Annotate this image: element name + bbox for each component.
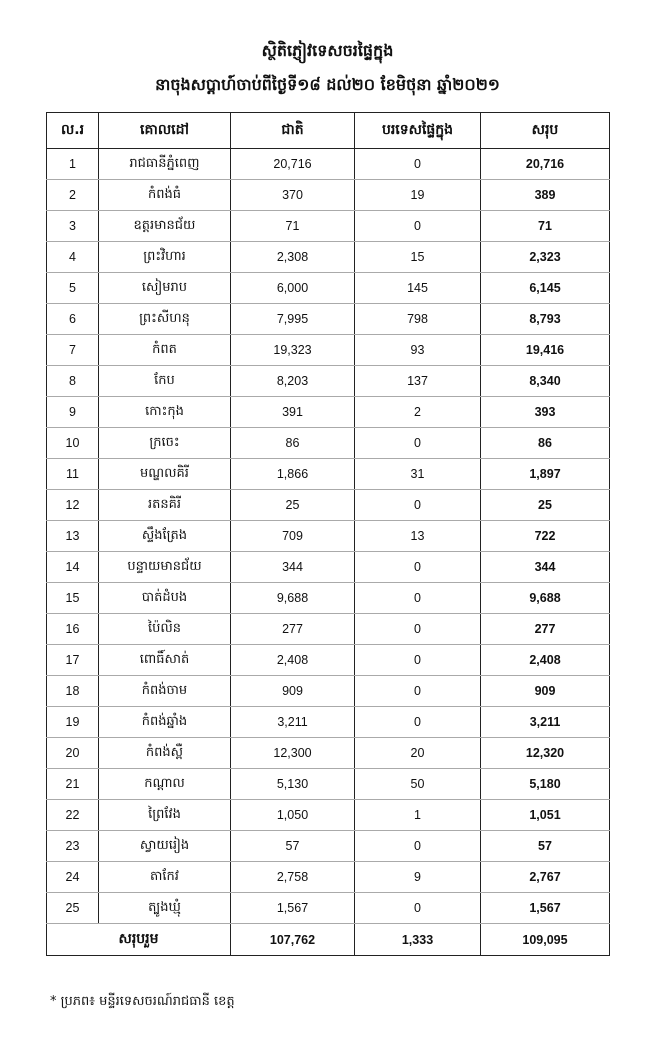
cell-total: 71 [481,211,610,242]
cell-total: 9,688 [481,583,610,614]
cell-foreign: 0 [355,552,481,583]
cell-number: 15 [47,583,99,614]
table-row [47,366,610,397]
cell-foreign: 9 [355,862,481,893]
cell-destination: ស្វាយរៀង [99,831,231,862]
cell-total: 1,051 [481,800,610,831]
cell-foreign: 0 [355,211,481,242]
cell-number: 8 [47,366,99,397]
cell-destination: កំពង់ស្ពឺ [99,738,231,769]
cell-national: 12,300 [231,738,355,769]
cell-total: 3,211 [481,707,610,738]
summary-total: 109,095 [481,924,610,956]
cell-destination: កំពង់ចាម [99,676,231,707]
cell-foreign: 0 [355,583,481,614]
table-row [47,800,610,831]
cell-destination: កំពង់ធំ [99,180,231,211]
cell-destination: កែប [99,366,231,397]
cell-national: 19,323 [231,335,355,366]
cell-national: 391 [231,397,355,428]
cell-total: 57 [481,831,610,862]
table-row [47,583,610,614]
cell-national: 71 [231,211,355,242]
cell-destination: បាត់ដំបង [99,583,231,614]
cell-number: 23 [47,831,99,862]
table-row [47,645,610,676]
cell-number: 20 [47,738,99,769]
cell-destination: រាជធានីភ្នំពេញ [99,149,231,180]
cell-total: 5,180 [481,769,610,800]
cell-destination: ប៉ៃលិន [99,614,231,645]
summary-national: 107,762 [231,924,355,956]
cell-foreign: 0 [355,490,481,521]
cell-total: 277 [481,614,610,645]
cell-national: 2,308 [231,242,355,273]
table-row [47,769,610,800]
cell-total: 8,793 [481,304,610,335]
cell-number: 19 [47,707,99,738]
table-row [47,180,610,211]
cell-number: 3 [47,211,99,242]
cell-number: 11 [47,459,99,490]
table-row [47,831,610,862]
table-header-row [47,113,610,149]
cell-total: 20,716 [481,149,610,180]
cell-destination: សៀមរាប [99,273,231,304]
table-row [47,397,610,428]
cell-foreign: 145 [355,273,481,304]
cell-national: 9,688 [231,583,355,614]
cell-total: 1,897 [481,459,610,490]
cell-total: 909 [481,676,610,707]
cell-national: 2,758 [231,862,355,893]
cell-national: 709 [231,521,355,552]
cell-foreign: 1 [355,800,481,831]
cell-national: 3,211 [231,707,355,738]
cell-total: 12,320 [481,738,610,769]
cell-number: 14 [47,552,99,583]
column-header-number: ល.រ [47,113,99,149]
cell-destination: ក្រចេះ [99,428,231,459]
cell-national: 277 [231,614,355,645]
cell-total: 389 [481,180,610,211]
cell-foreign: 0 [355,614,481,645]
table-row [47,335,610,366]
cell-total: 25 [481,490,610,521]
cell-national: 1,050 [231,800,355,831]
cell-total: 86 [481,428,610,459]
cell-foreign: 137 [355,366,481,397]
cell-destination: ឧត្តរមានជ័យ [99,211,231,242]
cell-foreign: 798 [355,304,481,335]
cell-national: 20,716 [231,149,355,180]
cell-total: 722 [481,521,610,552]
cell-national: 344 [231,552,355,583]
cell-number: 2 [47,180,99,211]
cell-number: 6 [47,304,99,335]
cell-number: 13 [47,521,99,552]
cell-total: 8,340 [481,366,610,397]
page-title: ស្ថិតិភ្ញៀវទេសចរផ្ទៃក្នុង [261,41,394,60]
cell-national: 370 [231,180,355,211]
table-row [47,459,610,490]
table-row [47,149,610,180]
cell-destination: កំពង់ឆ្នាំង [99,707,231,738]
column-header-national: ជាតិ [231,113,355,149]
column-header-foreign-resident: បរទេសផ្ទៃក្នុង [355,113,481,149]
cell-destination: ពោធិ៍សាត់ [99,645,231,676]
cell-national: 1,866 [231,459,355,490]
table-row [47,428,610,459]
cell-destination: ព្រៃវែង [99,800,231,831]
cell-national: 5,130 [231,769,355,800]
cell-number: 9 [47,397,99,428]
statistics-table [46,112,610,956]
cell-total: 6,145 [481,273,610,304]
cell-foreign: 93 [355,335,481,366]
cell-number: 7 [47,335,99,366]
cell-destination: មណ្ឌលគិរី [99,459,231,490]
cell-total: 2,323 [481,242,610,273]
cell-foreign: 15 [355,242,481,273]
cell-national: 86 [231,428,355,459]
summary-label: សរុបរួម [47,924,231,956]
cell-destination: ព្រះវិហារ [99,242,231,273]
cell-number: 18 [47,676,99,707]
table-row [47,304,610,335]
cell-number: 4 [47,242,99,273]
cell-destination: កោះកុង [99,397,231,428]
cell-foreign: 0 [355,707,481,738]
cell-foreign: 20 [355,738,481,769]
cell-number: 5 [47,273,99,304]
column-header-destination: គោលដៅ [99,113,231,149]
cell-foreign: 0 [355,428,481,459]
cell-destination: ត្បូងឃ្មុំ [99,893,231,924]
cell-foreign: 13 [355,521,481,552]
table-row [47,862,610,893]
cell-foreign: 0 [355,149,481,180]
table-row [47,211,610,242]
cell-foreign: 0 [355,831,481,862]
table-row [47,614,610,645]
table-row [47,738,610,769]
cell-national: 7,995 [231,304,355,335]
cell-total: 19,416 [481,335,610,366]
cell-number: 1 [47,149,99,180]
cell-destination: កំពត [99,335,231,366]
cell-national: 909 [231,676,355,707]
table-row [47,490,610,521]
cell-foreign: 19 [355,180,481,211]
table-row [47,893,610,924]
cell-national: 25 [231,490,355,521]
cell-total: 344 [481,552,610,583]
cell-destination: បន្ទាយមានជ័យ [99,552,231,583]
source-footnote: * ប្រភព៖ មន្ទីរទេសចរណ៍រាជធានី ខេត្ត [50,994,235,1009]
cell-total: 1,567 [481,893,610,924]
cell-foreign: 31 [355,459,481,490]
table-row [47,521,610,552]
cell-destination: តាកែវ [99,862,231,893]
table-body [47,149,610,924]
cell-destination: ស្ទឹងត្រែង [99,521,231,552]
table-row [47,552,610,583]
cell-national: 57 [231,831,355,862]
cell-destination: ព្រះសីហនុ [99,304,231,335]
table-row [47,676,610,707]
cell-foreign: 0 [355,645,481,676]
table-row [47,273,610,304]
cell-number: 22 [47,800,99,831]
cell-total: 393 [481,397,610,428]
cell-national: 1,567 [231,893,355,924]
cell-number: 25 [47,893,99,924]
cell-foreign: 50 [355,769,481,800]
cell-foreign: 0 [355,893,481,924]
cell-national: 8,203 [231,366,355,397]
cell-national: 2,408 [231,645,355,676]
table-row [47,242,610,273]
table-row [47,707,610,738]
cell-foreign: 2 [355,397,481,428]
column-header-total: សរុប [481,113,610,149]
cell-number: 12 [47,490,99,521]
cell-total: 2,767 [481,862,610,893]
page-subtitle: នាចុងសប្តាហ៍ចាប់ពីថ្ងៃទី១៨ ដល់២០ ខែមិថុនា ឆ្នាំ២០២១ [155,75,500,94]
cell-number: 10 [47,428,99,459]
cell-foreign: 0 [355,676,481,707]
cell-number: 24 [47,862,99,893]
cell-number: 21 [47,769,99,800]
cell-destination: កណ្តាល [99,769,231,800]
cell-total: 2,408 [481,645,610,676]
summary-row [47,924,610,956]
cell-number: 17 [47,645,99,676]
cell-national: 6,000 [231,273,355,304]
cell-destination: រតនគិរី [99,490,231,521]
cell-number: 16 [47,614,99,645]
summary-foreign: 1,333 [355,924,481,956]
